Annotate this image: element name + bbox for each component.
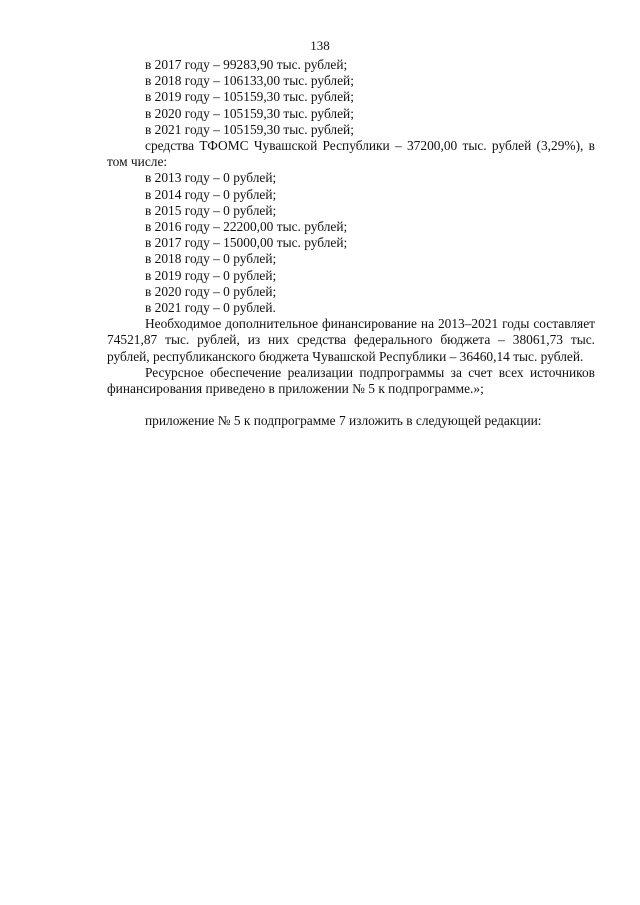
page-number: 138 bbox=[310, 38, 330, 53]
funding-line-2018: в 2018 году – 106133,00 тыс. рублей; bbox=[145, 73, 354, 89]
tfoms-line-2016: в 2016 году – 22200,00 тыс. рублей; bbox=[145, 219, 348, 235]
funding-line-2021: в 2021 году – 105159,30 тыс. рублей; bbox=[145, 121, 354, 137]
resource-paragraph: Ресурсное обеспечение реализации подпрограммы за счет всех источников финансирования приведено в приложении № 5 к подпрограмме.»; bbox=[107, 364, 595, 397]
tfoms-line-2015: в 2015 году – 0 рублей; bbox=[145, 202, 277, 218]
tfoms-line-2021: в 2021 году – 0 рублей. bbox=[145, 300, 276, 316]
tfoms-line-2013: в 2013 году – 0 рублей; bbox=[145, 170, 277, 186]
funding-line-2017: в 2017 году – 99283,90 тыс. рублей; bbox=[145, 57, 348, 72]
paragraph-gap bbox=[107, 397, 595, 413]
tfoms-line-2014: в 2014 году – 0 рублей; bbox=[145, 186, 277, 202]
tfoms-line-2020: в 2020 году – 0 рублей; bbox=[145, 283, 277, 299]
additional-funding-paragraph: Необходимое дополнительное финансирование на 2013–2021 годы составляет 74521,87 тыс. рублей, из них средства федерального бюджета – 38061,73 тыс. рублей, республиканского бюджета Чувашской Республики – 36460,14 тыс. рублей. bbox=[107, 316, 595, 364]
tfoms-line-2018: в 2018 году – 0 рублей; bbox=[145, 251, 277, 267]
funding-line-2019: в 2019 году – 105159,30 тыс. рублей; bbox=[145, 89, 354, 105]
appendix-paragraph: приложение № 5 к подпрограмме 7 изложить в следующей редакции: bbox=[145, 413, 542, 429]
funding-line-2020: в 2020 году – 105159,30 тыс. рублей; bbox=[145, 105, 354, 121]
tfoms-line-2019: в 2019 году – 0 рублей; bbox=[145, 267, 277, 283]
tfoms-line-2017: в 2017 году – 15000,00 тыс. рублей; bbox=[145, 235, 348, 251]
document-body bbox=[107, 57, 595, 429]
tfoms-paragraph: средства ТФОМС Чувашской Республики – 37200,00 тыс. рублей (3,29%), в том числе: bbox=[107, 138, 595, 170]
